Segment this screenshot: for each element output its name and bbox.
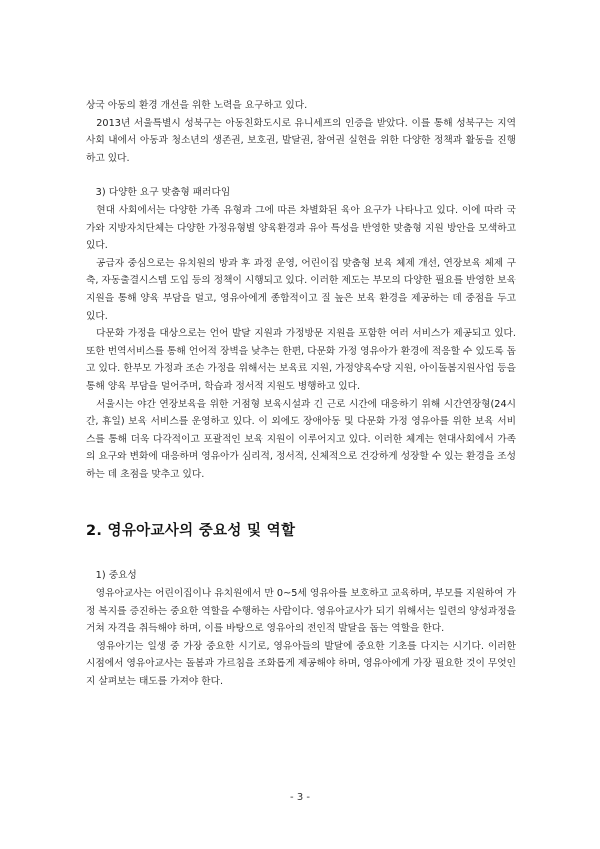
body-paragraph: 공급자 중심으로는 유치원의 방과 후 과정 운영, 어린이집 맞춤형 보육 체제 개선, 연장보육 체제 구축, 자동출결시스템 도입 등의 정책이 시행되고 있다. 이러한 제도는 부모의 다양한 필요를 반영한 보육 지원을 통해 양육 부담을 덜고, 영유아에게 종합적이고 질 높은 보육 환경을 제공하는 데 중점을 두고 있다. (86, 257, 516, 322)
section-heading: 2. 영유아교사의 중요성 및 역할 (86, 523, 296, 540)
body-paragraph: 현대 사회에서는 다양한 가족 유형과 그에 따른 차별화된 육아 요구가 나타나고 있다. 이에 따라 국가와 지방자치단체는 다양한 가정유형별 양육환경과 유아 특성을 반영한 맞춤형 지원 방안을 모색하고 있다. (86, 204, 516, 252)
spacer (86, 541, 516, 567)
subsection-heading: 1) 중요성 (86, 570, 137, 582)
body-paragraph: 영유아교사는 어린이집이나 유치원에서 만 0~5세 영유아를 보호하고 교육하며, 부모를 지원하여 가정 복지를 증진하는 중요한 역할을 수행하는 사람이다. 영유아교사가 되기 위해서는 일련의 양성과정을 거쳐 자격을 취득해야 하며, 이를 바탕으로 영유아의 전인적 발달을 돕는 역할을 한다. (86, 588, 516, 635)
body-paragraph: 서울시는 야간 연장보육을 위한 거점형 보육시설과 긴 근로 시간에 대응하기 위해 시간연장형(24시간, 휴일) 보육 서비스를 운영하고 있다. 이 외에도 장애아동 및 다문화 가정 영유아를 위한 보육 서비스를 통해 더욱 다각적이고 포괄적인 보육 지원이 이루어지고 있다. 이러한 체계는 현대사회에서 가족의 요구와 변화에 대응하며 영유아가 심리적, 정서적, 신체적으로 건강하게 성장할 수 있는 환경을 조성하는 데 초점을 맞추고 있다. (86, 398, 516, 480)
spacer (86, 483, 516, 521)
body-paragraph: 상국 아동의 환경 개선을 위한 노력을 요구하고 있다. (86, 100, 308, 111)
spacer (86, 167, 516, 184)
subsection-heading: 3) 다양한 요구 맞춤형 패러다임 (86, 187, 231, 199)
page-number: - 3 - (290, 792, 310, 803)
body-paragraph: 영유아기는 일생 중 가장 중요한 시기로, 영유아들의 발달에 중요한 기초를 다지는 시기다. 이러한 시점에서 영유아교사는 돌봄과 가르침을 조화롭게 제공해야 하며, 영유아에게 가장 필요한 것이 무엇인지 살펴보는 태도를 가져야 한다. (86, 640, 516, 688)
body-paragraph: 2013년 서울특별시 성북구는 아동친화도시로 유니세프의 인증을 받았다. 이를 통해 성북구는 지역사회 내에서 아동과 청소년의 생존권, 보호권, 발달권, 참여권 실현을 위한 다양한 정책과 활동을 진행하고 있다. (86, 117, 516, 164)
body-paragraph: 다문화 가정을 대상으로는 언어 발달 지원과 가정방문 지원을 포함한 여러 서비스가 제공되고 있다. 또한 번역서비스를 통해 언어적 장벽을 낮추는 한편, 다문화 가정 영유아가 환경에 적응할 수 있도록 돕고 있다. 한부모 가정과 조손 가정을 위해서는 보육료 지원, 가정양육수당 지원, 아이돌봄지원사업 등을 통해 양육 부담을 덜어주며, 학습과 정서적 지원도 병행하고 있다. (86, 328, 516, 392)
page-content (86, 97, 516, 691)
